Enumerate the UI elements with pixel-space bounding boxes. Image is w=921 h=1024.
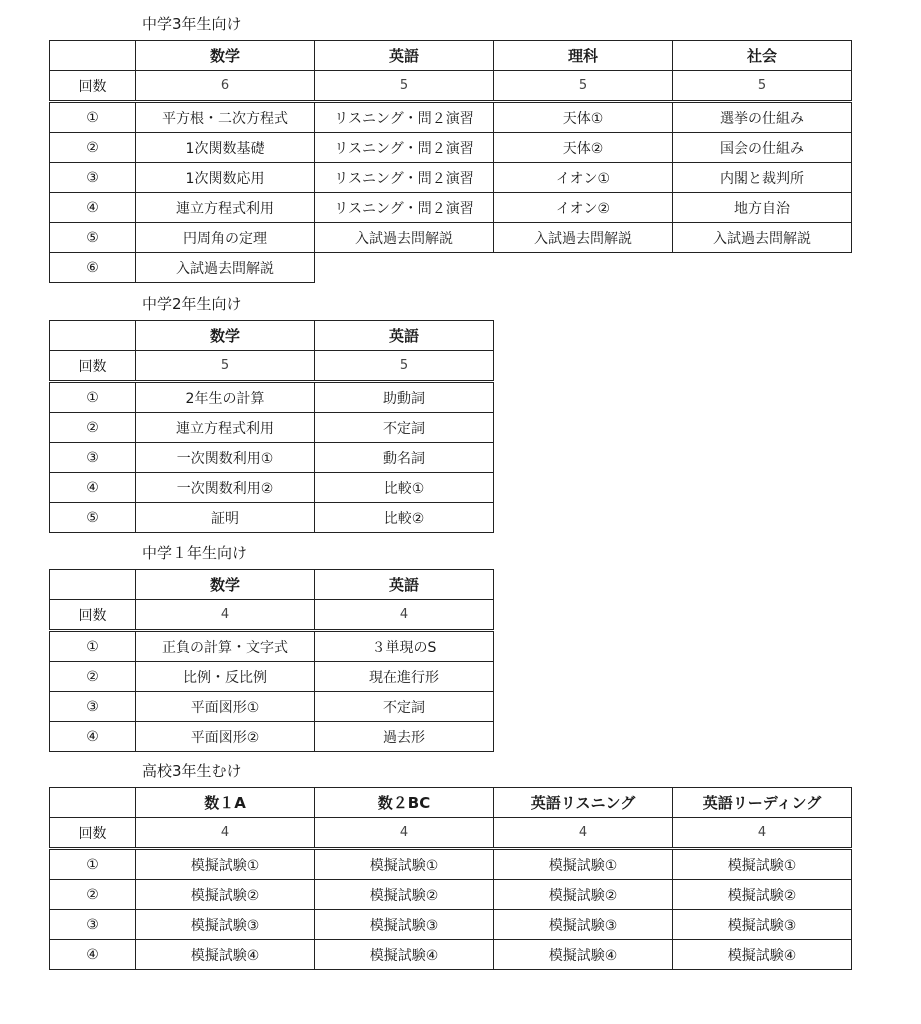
header-row xyxy=(50,41,852,71)
lesson-cell: 助動詞 xyxy=(315,382,494,413)
lesson-number: ③ xyxy=(50,692,136,722)
lesson-cell: 1次関数応用 xyxy=(136,163,315,193)
lesson-number: ② xyxy=(50,413,136,443)
section-caption: 中学2年生向け xyxy=(142,295,242,313)
lesson-cell: 現在進行形 xyxy=(315,662,494,692)
lesson-cell: 天体① xyxy=(494,102,673,133)
empty-cell xyxy=(315,253,494,283)
lesson-number: ① xyxy=(50,102,136,133)
section-caption: 中学3年生向け xyxy=(142,15,242,33)
lesson-cell: リスニング・問２演習 xyxy=(315,163,494,193)
corner-cell xyxy=(50,788,136,818)
lesson-cell: 模擬試験④ xyxy=(136,940,315,970)
subject-header: 英語リスニング xyxy=(494,788,673,818)
subject-header: 英語 xyxy=(315,570,494,600)
lesson-cell: 模擬試験② xyxy=(136,880,315,910)
count-row xyxy=(50,71,852,102)
table-row xyxy=(50,910,852,940)
table-row xyxy=(50,102,852,133)
lesson-cell: 過去形 xyxy=(315,722,494,752)
lesson-cell: 平面図形① xyxy=(136,692,315,722)
lesson-number: ④ xyxy=(50,473,136,503)
lesson-cell: 模擬試験④ xyxy=(315,940,494,970)
count-value: 4 xyxy=(315,818,494,849)
schedule-table-jh3 xyxy=(49,40,852,283)
lesson-cell: ３単現のS xyxy=(315,631,494,662)
lesson-cell: イオン② xyxy=(494,193,673,223)
lesson-cell: 模擬試験② xyxy=(315,880,494,910)
count-value: 4 xyxy=(673,818,852,849)
lesson-cell: 天体② xyxy=(494,133,673,163)
lesson-cell: リスニング・問２演習 xyxy=(315,102,494,133)
table-row xyxy=(50,133,852,163)
subject-header: 数学 xyxy=(136,321,315,351)
empty-cell xyxy=(494,253,673,283)
lesson-number: ⑤ xyxy=(50,503,136,533)
lesson-cell: 入試過去問解説 xyxy=(673,223,852,253)
lesson-cell: 入試過去問解説 xyxy=(136,253,315,283)
corner-cell xyxy=(50,321,136,351)
subject-header: 理科 xyxy=(494,41,673,71)
lesson-cell: 模擬試験④ xyxy=(494,940,673,970)
lesson-number: ⑤ xyxy=(50,223,136,253)
lesson-cell: 連立方程式利用 xyxy=(136,413,315,443)
lesson-cell: 比較① xyxy=(315,473,494,503)
count-row xyxy=(50,351,494,382)
header-row xyxy=(50,321,494,351)
table-row xyxy=(50,880,852,910)
lesson-cell: 国会の仕組み xyxy=(673,133,852,163)
table-row xyxy=(50,382,494,413)
count-value: 6 xyxy=(136,71,315,102)
lesson-number: ① xyxy=(50,849,136,880)
lesson-cell: 入試過去問解説 xyxy=(315,223,494,253)
table-row xyxy=(50,722,494,752)
table-row xyxy=(50,631,494,662)
lesson-number: ② xyxy=(50,880,136,910)
lesson-cell: 平方根・二次方程式 xyxy=(136,102,315,133)
count-value: 4 xyxy=(315,600,494,631)
lesson-cell: 一次関数利用① xyxy=(136,443,315,473)
table-row xyxy=(50,940,852,970)
subject-header: 英語 xyxy=(315,321,494,351)
lesson-cell: 模擬試験① xyxy=(494,849,673,880)
header-row xyxy=(50,788,852,818)
lesson-cell: 連立方程式利用 xyxy=(136,193,315,223)
lesson-cell: 模擬試験② xyxy=(494,880,673,910)
lesson-cell: 動名詞 xyxy=(315,443,494,473)
lesson-cell: 模擬試験① xyxy=(673,849,852,880)
lesson-number: ⑥ xyxy=(50,253,136,283)
count-value: 5 xyxy=(315,71,494,102)
subject-header: 社会 xyxy=(673,41,852,71)
subject-header: 数２BC xyxy=(315,788,494,818)
lesson-cell: 証明 xyxy=(136,503,315,533)
lesson-cell: 模擬試験① xyxy=(315,849,494,880)
lesson-cell: 地方自治 xyxy=(673,193,852,223)
table-row xyxy=(50,413,494,443)
count-value: 5 xyxy=(136,351,315,382)
header-row xyxy=(50,570,494,600)
count-row xyxy=(50,600,494,631)
lesson-cell: 模擬試験④ xyxy=(673,940,852,970)
table-row xyxy=(50,473,494,503)
count-value: 4 xyxy=(494,818,673,849)
lesson-cell: 1次関数基礎 xyxy=(136,133,315,163)
corner-cell xyxy=(50,41,136,71)
lesson-cell: リスニング・問２演習 xyxy=(315,133,494,163)
corner-cell xyxy=(50,570,136,600)
subject-header: 英語リーディング xyxy=(673,788,852,818)
lesson-number: ③ xyxy=(50,910,136,940)
lesson-cell: 不定詞 xyxy=(315,692,494,722)
lesson-number: ④ xyxy=(50,940,136,970)
table-row xyxy=(50,223,852,253)
lesson-number: ④ xyxy=(50,193,136,223)
table-row xyxy=(50,503,494,533)
subject-header: 数学 xyxy=(136,41,315,71)
section-caption: 中学１年生向け xyxy=(142,544,248,562)
lesson-cell: 内閣と裁判所 xyxy=(673,163,852,193)
count-value: 4 xyxy=(136,818,315,849)
section-caption: 高校3年生むけ xyxy=(142,762,242,780)
lesson-number: ③ xyxy=(50,443,136,473)
count-value: 5 xyxy=(494,71,673,102)
lesson-cell: 円周角の定理 xyxy=(136,223,315,253)
lesson-cell: 模擬試験② xyxy=(673,880,852,910)
lesson-cell: 選挙の仕組み xyxy=(673,102,852,133)
lesson-cell: 模擬試験③ xyxy=(315,910,494,940)
table-row xyxy=(50,849,852,880)
table-row xyxy=(50,163,852,193)
lesson-number: ④ xyxy=(50,722,136,752)
count-row xyxy=(50,818,852,849)
lesson-cell: 不定詞 xyxy=(315,413,494,443)
lesson-cell: 一次関数利用② xyxy=(136,473,315,503)
lesson-cell: 模擬試験③ xyxy=(136,910,315,940)
lesson-cell: 比較② xyxy=(315,503,494,533)
lesson-number: ② xyxy=(50,662,136,692)
schedule-table-jh1 xyxy=(49,569,494,752)
lesson-cell: イオン① xyxy=(494,163,673,193)
table-row xyxy=(50,692,494,722)
count-value: 5 xyxy=(673,71,852,102)
subject-header: 数１A xyxy=(136,788,315,818)
count-value: 5 xyxy=(315,351,494,382)
table-row xyxy=(50,193,852,223)
table-row xyxy=(50,443,494,473)
lesson-cell: 模擬試験③ xyxy=(494,910,673,940)
lesson-cell: 正負の計算・文字式 xyxy=(136,631,315,662)
subject-header: 英語 xyxy=(315,41,494,71)
schedule-table-jh2 xyxy=(49,320,494,533)
lesson-cell: 比例・反比例 xyxy=(136,662,315,692)
lesson-cell: 2年生の計算 xyxy=(136,382,315,413)
lesson-cell: リスニング・問２演習 xyxy=(315,193,494,223)
count-label: 回数 xyxy=(50,600,136,631)
lesson-cell: 模擬試験① xyxy=(136,849,315,880)
empty-cell xyxy=(673,253,852,283)
count-label: 回数 xyxy=(50,351,136,382)
count-label: 回数 xyxy=(50,71,136,102)
count-value: 4 xyxy=(136,600,315,631)
subject-header: 数学 xyxy=(136,570,315,600)
schedule-table-hs3 xyxy=(49,787,852,970)
lesson-cell: 模擬試験③ xyxy=(673,910,852,940)
lesson-number: ③ xyxy=(50,163,136,193)
count-label: 回数 xyxy=(50,818,136,849)
table-row xyxy=(50,662,494,692)
lesson-number: ① xyxy=(50,631,136,662)
lesson-cell: 入試過去問解説 xyxy=(494,223,673,253)
lesson-number: ② xyxy=(50,133,136,163)
lesson-cell: 平面図形② xyxy=(136,722,315,752)
table-row xyxy=(50,253,852,283)
lesson-number: ① xyxy=(50,382,136,413)
